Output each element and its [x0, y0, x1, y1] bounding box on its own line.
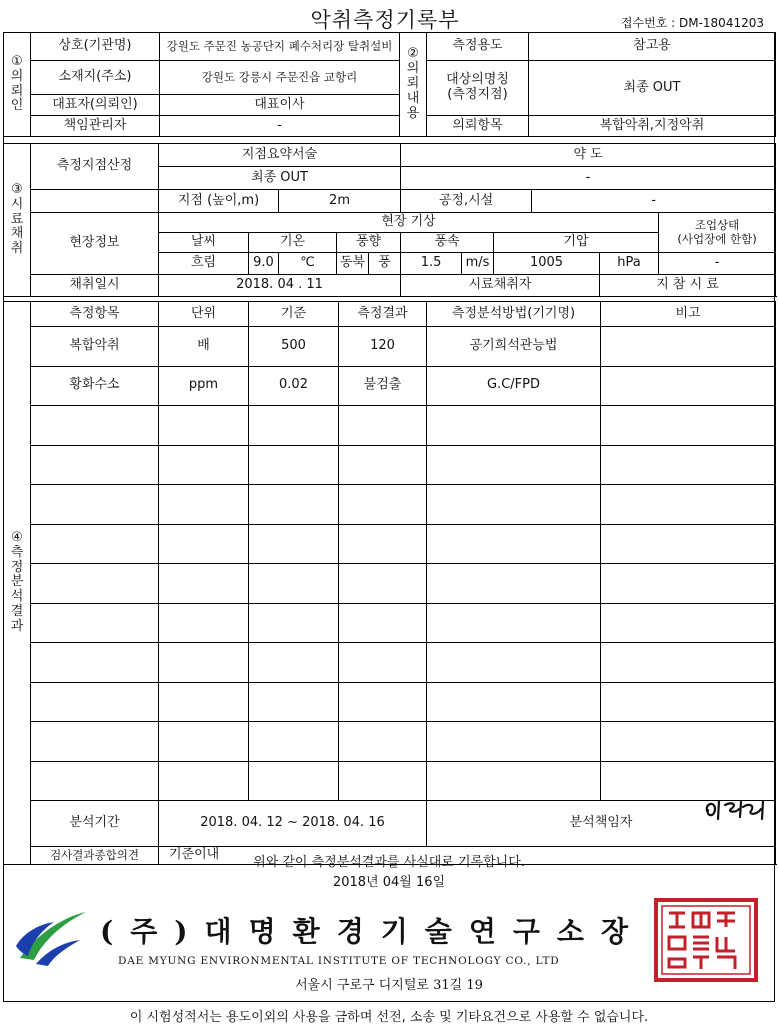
row-unit — [159, 406, 249, 446]
temp-value: 9.0 — [249, 253, 279, 275]
table-row — [4, 445, 776, 485]
row-note — [601, 445, 776, 485]
row-result — [339, 603, 427, 643]
receipt-value: DM-18041203 — [678, 16, 764, 30]
row-note — [601, 406, 776, 446]
row-note — [601, 643, 776, 683]
row-item — [31, 682, 159, 722]
table-row — [4, 761, 776, 801]
request-items-value: 복합악취,지정악취 — [529, 116, 776, 137]
col-item: 측정항목 — [31, 302, 159, 327]
table-row — [4, 524, 776, 564]
col-standard: 기준 — [249, 302, 339, 327]
row-note — [601, 722, 776, 762]
row-unit: ppm — [159, 366, 249, 406]
operation-value: - — [659, 253, 776, 275]
request-items-label: 의뢰항목 — [427, 116, 529, 137]
row-item — [31, 445, 159, 485]
analysis-section-char: 석 — [10, 589, 24, 605]
row-unit — [159, 722, 249, 762]
operation-header — [659, 213, 776, 253]
wind-speed-value: 1.5 — [401, 253, 462, 275]
client-request-table — [3, 32, 776, 137]
row-unit — [159, 682, 249, 722]
period-label: 분석기간 — [31, 801, 159, 847]
row-standard — [249, 761, 339, 801]
wind-speed-unit: m/s — [462, 253, 494, 275]
process-label: 공정,시설 — [401, 190, 532, 213]
request-section-char: 뢰 — [406, 76, 420, 92]
row-item — [31, 406, 159, 446]
row-method — [427, 682, 601, 722]
row-unit — [159, 643, 249, 683]
wind-dir-col: 풍향 — [337, 233, 401, 253]
request-section-char: 의 — [406, 61, 420, 77]
row-note — [601, 524, 776, 564]
row-note — [601, 603, 776, 643]
analysis-section-char: 분 — [10, 574, 24, 590]
row-method: G.C/FPD — [427, 366, 601, 406]
table-row — [4, 682, 776, 722]
client-name-label: 상호(기관명) — [31, 33, 160, 61]
row-item: 황화수소 — [31, 366, 159, 406]
sampling-section-label — [4, 144, 31, 297]
purpose-label: 측정용도 — [427, 33, 529, 61]
row-note — [601, 682, 776, 722]
col-method: 측정분석방법(기기명) — [427, 302, 601, 327]
pressure-unit: hPa — [600, 253, 659, 275]
client-section-char: 뢰 — [10, 83, 24, 99]
wind-speed-col: 풍속 — [401, 233, 494, 253]
sampling-section-char: 취 — [10, 241, 24, 257]
target-label-line: 대상의명칭 — [446, 72, 509, 88]
client-address-value: 강원도 강릉시 주문진읍 교항리 — [160, 61, 400, 95]
company-name: (주)대명환경기술연구소장 — [100, 915, 646, 948]
target-label — [427, 61, 529, 116]
row-item — [31, 643, 159, 683]
row-standard — [249, 682, 339, 722]
client-name-value: 강원도 주문진 농공단지 폐수처리장 탈취설비 — [160, 33, 400, 61]
point-label: 지점 (높이,m) — [159, 190, 279, 213]
temp-unit: ℃ — [279, 253, 337, 275]
map-value: - — [401, 167, 776, 190]
weather-value: 흐림 — [159, 253, 249, 275]
table-row — [4, 603, 776, 643]
weather-header: 현장 기상 — [159, 213, 659, 233]
site-selection-label: 측정지점산정 — [31, 144, 159, 190]
sampling-section-char: 시 — [10, 196, 24, 212]
col-result: 측정결과 — [339, 302, 427, 327]
official-seal-icon — [653, 897, 759, 983]
row-note — [601, 366, 776, 406]
row-item — [31, 603, 159, 643]
process-value: - — [532, 190, 776, 213]
issue-date: 2018년 04월 16일 — [332, 875, 446, 890]
analysis-section-char: 과 — [10, 619, 24, 635]
company-name-english: DAE MYUNG ENVIRONMENTAL INSTITUTE OF TECHNOLOGY CO., LTD — [118, 955, 560, 967]
point-value: 2m — [279, 190, 401, 213]
page-title: 악취측정기록부 — [310, 8, 460, 32]
row-unit — [159, 564, 249, 604]
row-standard: 500 — [249, 327, 339, 367]
row-method — [427, 643, 601, 683]
opinion-label: 검사결과종합의견 — [31, 846, 159, 864]
sampling-date-value: 2018. 04 . 11 — [159, 275, 401, 297]
request-section-label — [400, 33, 427, 137]
operation-header-line: 조업상태 — [694, 218, 740, 233]
sampling-section-char: 채 — [10, 226, 24, 242]
row-method — [427, 722, 601, 762]
row-result — [339, 682, 427, 722]
col-note: 비고 — [601, 302, 776, 327]
analyst-signature — [703, 797, 771, 821]
table-row — [4, 327, 776, 367]
row-method — [427, 485, 601, 525]
summary-label: 지점요약서술 — [159, 144, 401, 167]
col-unit: 단위 — [159, 302, 249, 327]
wind-dir-value: 동북 — [337, 253, 369, 275]
client-section-char: 인 — [10, 98, 24, 114]
analyst-label: 분석책임자 — [427, 801, 776, 847]
row-unit — [159, 603, 249, 643]
row-note — [601, 327, 776, 367]
row-standard — [249, 445, 339, 485]
company-logo-icon — [14, 906, 90, 968]
client-rep-label: 대표자(의뢰인) — [31, 95, 160, 116]
map-label: 약 도 — [401, 144, 776, 167]
row-method — [427, 564, 601, 604]
sampler-value: 지 참 시 료 — [600, 275, 776, 297]
analysis-section-label — [4, 302, 31, 865]
row-unit — [159, 445, 249, 485]
client-rep-value: 대표이사 — [160, 95, 400, 116]
table-row — [4, 722, 776, 762]
row-note — [601, 564, 776, 604]
row-standard — [249, 406, 339, 446]
request-section-char: ② — [407, 46, 419, 62]
row-result — [339, 406, 427, 446]
row-item — [31, 722, 159, 762]
row-item — [31, 761, 159, 801]
row-result — [339, 761, 427, 801]
row-standard — [249, 722, 339, 762]
row-standard — [249, 524, 339, 564]
analysis-section-char: 정 — [10, 559, 24, 575]
row-unit — [159, 524, 249, 564]
row-note — [601, 761, 776, 801]
row-unit — [159, 485, 249, 525]
row-item — [31, 524, 159, 564]
row-method — [427, 761, 601, 801]
summary-value: 최종 OUT — [159, 167, 401, 190]
row-method — [427, 524, 601, 564]
row-method: 공기희석관능법 — [427, 327, 601, 367]
row-method — [427, 406, 601, 446]
sampler-label: 시료채취자 — [401, 275, 600, 297]
row-result — [339, 564, 427, 604]
table-row — [4, 564, 776, 604]
table-row — [4, 366, 776, 406]
statement: 위와 같이 측정분석결과를 사실대로 기록합니다. — [253, 855, 525, 870]
row-standard: 0.02 — [249, 366, 339, 406]
request-section-char: 내 — [406, 90, 420, 106]
row-method — [427, 445, 601, 485]
opinion-value: 기준이내 — [159, 846, 776, 864]
row-standard — [249, 643, 339, 683]
field-info-label: 현장정보 — [31, 213, 159, 275]
analysis-table — [3, 301, 776, 865]
sampling-section-char: ③ — [11, 181, 23, 197]
usage-notice: 이 시험성적서는 용도이외의 사용을 금하며 선전, 소송 및 기타요건으로 사용할 수 없습니다. — [129, 1010, 649, 1025]
target-value: 최종 OUT — [529, 61, 776, 116]
weather-col: 날씨 — [159, 233, 249, 253]
request-section-char: 용 — [406, 105, 420, 121]
temp-col: 기온 — [249, 233, 337, 253]
row-result — [339, 643, 427, 683]
operation-header-line: (사업장에 한함) — [677, 231, 757, 246]
analysis-section-char: 측 — [10, 544, 24, 560]
period-value: 2018. 04. 12 ~ 2018. 04. 16 — [159, 801, 427, 847]
client-section-char: 의 — [10, 68, 24, 84]
row-result: 120 — [339, 327, 427, 367]
row-result — [339, 445, 427, 485]
pressure-value: 1005 — [494, 253, 600, 275]
row-standard — [249, 564, 339, 604]
row-result — [339, 524, 427, 564]
client-manager-label: 책임관리자 — [31, 116, 160, 137]
sampling-table — [3, 143, 776, 297]
row-unit — [159, 761, 249, 801]
sampling-date-label: 채취일시 — [31, 275, 159, 297]
receipt-label: 접수번호 : — [620, 16, 676, 30]
analysis-section-char: ④ — [11, 529, 23, 545]
company-address: 서울시 구로구 디지털로 31길 19 — [295, 978, 483, 993]
target-label-line: (측정지점) — [447, 87, 508, 102]
client-manager-value: - — [160, 116, 400, 137]
table-row — [4, 406, 776, 446]
table-row — [4, 643, 776, 683]
sampling-section-char: 료 — [10, 211, 24, 227]
row-result — [339, 485, 427, 525]
row-unit: 배 — [159, 327, 249, 367]
purpose-value: 참고용 — [529, 33, 776, 61]
wind-dir-suffix: 풍 — [369, 253, 401, 275]
row-item: 복합악취 — [31, 327, 159, 367]
analysis-section-char: 결 — [10, 604, 24, 620]
row-item — [31, 485, 159, 525]
row-standard — [249, 603, 339, 643]
pressure-col: 기압 — [494, 233, 659, 253]
row-result — [339, 722, 427, 762]
client-address-label: 소재지(주소) — [31, 61, 160, 95]
row-item — [31, 564, 159, 604]
row-standard — [249, 485, 339, 525]
row-result: 불검출 — [339, 366, 427, 406]
row-note — [601, 485, 776, 525]
receipt-number — [621, 14, 764, 31]
table-row — [4, 485, 776, 525]
client-section-label — [4, 33, 31, 137]
client-section-char: ① — [11, 53, 23, 69]
row-method — [427, 603, 601, 643]
